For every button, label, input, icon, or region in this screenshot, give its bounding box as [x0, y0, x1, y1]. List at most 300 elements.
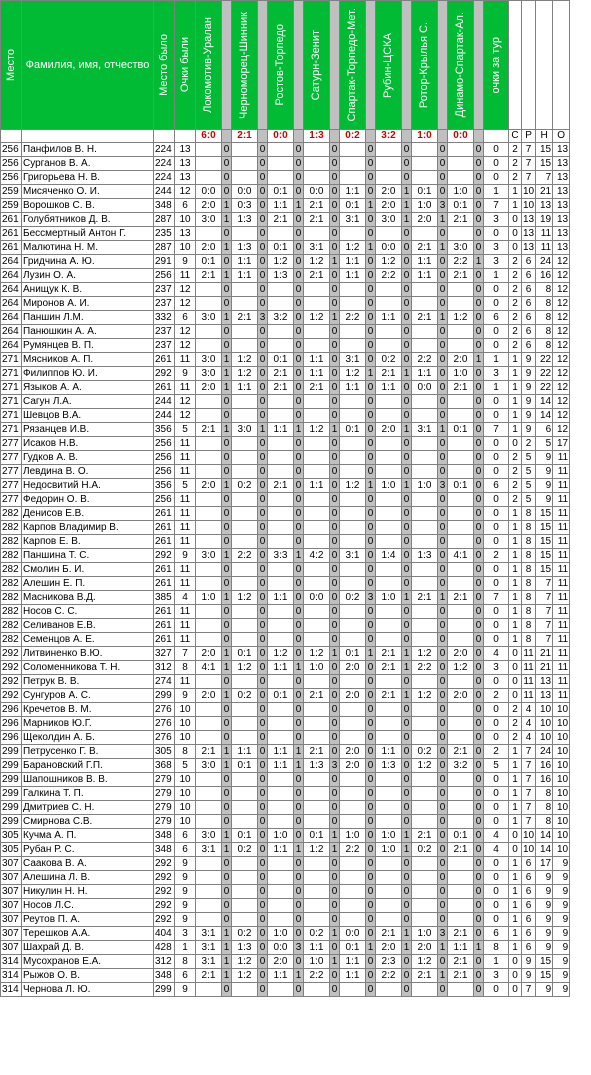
match-points-cell: 0	[330, 437, 340, 451]
name-cell: Литвиненко В.Ю.	[22, 647, 154, 661]
match-points-cell: 0	[474, 213, 484, 227]
points-before-cell: 12	[175, 325, 196, 339]
match-points-cell: 1	[222, 647, 232, 661]
match-points-cell: 0	[222, 773, 232, 787]
forecast-cell: 2:1	[376, 661, 402, 675]
forecast-cell	[376, 409, 402, 423]
forecast-cell	[448, 773, 474, 787]
match-points-cell: 0	[474, 269, 484, 283]
match-points-cell: 0	[258, 577, 268, 591]
forecast-cell	[448, 577, 474, 591]
place-before-cell: 261	[154, 535, 175, 549]
round-points-cell: 0	[484, 787, 509, 801]
header-place-before: Место было	[154, 1, 175, 130]
match-points-cell: 0	[366, 955, 376, 969]
forecast-cell	[304, 787, 330, 801]
forecast-cell: 1:1	[412, 255, 438, 269]
match-points-cell: 1	[330, 311, 340, 325]
match-points-cell: 0	[474, 563, 484, 577]
round-points-cell: 0	[484, 507, 509, 521]
match-points-cell: 0	[258, 353, 268, 367]
match-points-cell: 0	[330, 213, 340, 227]
forecast-cell	[340, 493, 366, 507]
match-points-cell: 0	[474, 703, 484, 717]
stat-cell: 1	[509, 773, 522, 787]
match-points-cell: 0	[222, 619, 232, 633]
match-points-cell: 0	[258, 185, 268, 199]
stat-cell: 21	[536, 647, 553, 661]
stat-cell: 21	[536, 661, 553, 675]
forecast-cell: 1:0	[448, 185, 474, 199]
forecast-cell	[448, 143, 474, 157]
stat-cell: 7	[522, 983, 536, 997]
forecast-cell: 3:0	[196, 311, 222, 325]
name-cell: Носов Л.С.	[22, 899, 154, 913]
table-row	[1, 899, 570, 913]
match-points-cell: 0	[222, 535, 232, 549]
match-points-cell: 0	[366, 927, 376, 941]
forecast-cell: 1:1	[268, 661, 294, 675]
stat-cell: 6	[522, 899, 536, 913]
points-before-cell: 8	[175, 745, 196, 759]
forecast-cell: 0:2	[232, 843, 258, 857]
stat-cell: 9	[553, 955, 570, 969]
match-points-cell: 0	[474, 801, 484, 815]
forecast-cell	[448, 717, 474, 731]
match-points-cell: 0	[330, 857, 340, 871]
stat-cell: 1	[509, 871, 522, 885]
match-points-cell: 0	[330, 409, 340, 423]
match-points-cell: 0	[366, 325, 376, 339]
match-points-cell: 0	[474, 759, 484, 773]
place-before-cell: 237	[154, 339, 175, 353]
forecast-cell: 3:1	[340, 213, 366, 227]
forecast-cell	[376, 815, 402, 829]
stat-cell: 0	[509, 647, 522, 661]
forecast-cell: 3:1	[196, 955, 222, 969]
forecast-cell: 1:0	[304, 955, 330, 969]
match-points-cell: 0	[294, 255, 304, 269]
forecast-cell	[304, 297, 330, 311]
match-points-cell: 0	[402, 885, 412, 899]
match-points-cell: 0	[474, 367, 484, 381]
stat-cell: 9	[553, 927, 570, 941]
name-cell: Рязанцев И.В.	[22, 423, 154, 437]
match-points-cell: 3	[330, 759, 340, 773]
name-cell: Смирнова С.В.	[22, 815, 154, 829]
forecast-cell	[340, 675, 366, 689]
stat-cell: 12	[553, 423, 570, 437]
match-points-cell: 0	[222, 703, 232, 717]
result-6: 3:2	[376, 130, 402, 143]
match-points-cell: 0	[294, 927, 304, 941]
stat-cell: 4	[522, 731, 536, 745]
match-points-cell: 0	[258, 563, 268, 577]
match-points-cell: 0	[438, 269, 448, 283]
match-points-cell: 0	[474, 423, 484, 437]
round-points-cell: 0	[484, 717, 509, 731]
name-cell: Кречетов В. М.	[22, 703, 154, 717]
round-points-cell: 7	[484, 423, 509, 437]
stat-cell: 2	[509, 731, 522, 745]
forecast-cell	[448, 325, 474, 339]
stat-cell: 15	[536, 969, 553, 983]
match-points-cell: 0	[366, 395, 376, 409]
match-points-cell: 0	[258, 157, 268, 171]
forecast-cell	[268, 339, 294, 353]
match-points-cell: 0	[330, 619, 340, 633]
place-cell: 277	[1, 451, 22, 465]
forecast-cell	[232, 815, 258, 829]
forecast-cell: 0:2	[232, 927, 258, 941]
place-before-cell: 276	[154, 717, 175, 731]
stat-cell: 8	[522, 591, 536, 605]
forecast-cell	[304, 605, 330, 619]
stat-cell: 0	[509, 829, 522, 843]
forecast-cell: 0:2	[304, 927, 330, 941]
stat-cell: 2	[522, 437, 536, 451]
place-before-cell: 261	[154, 521, 175, 535]
place-before-cell: 261	[154, 605, 175, 619]
forecast-cell: 0:0	[340, 927, 366, 941]
stat-cell: 24	[536, 745, 553, 759]
name-cell: Носов С. С.	[22, 605, 154, 619]
match-points-cell: 1	[366, 941, 376, 955]
forecast-cell	[232, 339, 258, 353]
table-row	[1, 843, 570, 857]
points-before-cell: 9	[175, 255, 196, 269]
stat-cell: 2	[509, 451, 522, 465]
forecast-cell: 1:2	[304, 647, 330, 661]
stat-cell: 6	[522, 871, 536, 885]
match-points-cell: 0	[366, 619, 376, 633]
forecast-cell	[196, 605, 222, 619]
match-points-cell: 1	[222, 311, 232, 325]
points-before-cell: 5	[175, 759, 196, 773]
place-before-cell: 256	[154, 465, 175, 479]
place-cell: 305	[1, 829, 22, 843]
stat-cell: 10	[536, 731, 553, 745]
round-points-cell: 0	[484, 563, 509, 577]
stat-cell: 12	[553, 367, 570, 381]
forecast-cell	[304, 703, 330, 717]
round-points-cell: 0	[484, 451, 509, 465]
match-points-cell: 0	[294, 283, 304, 297]
forecast-cell	[412, 857, 438, 871]
match-points-cell: 0	[402, 297, 412, 311]
forecast-cell	[376, 605, 402, 619]
match-points-cell: 0	[438, 507, 448, 521]
match-points-cell: 0	[438, 857, 448, 871]
match-points-cell: 0	[222, 899, 232, 913]
match-points-cell: 0	[366, 745, 376, 759]
forecast-cell	[304, 325, 330, 339]
place-before-cell: 237	[154, 325, 175, 339]
forecast-cell	[196, 731, 222, 745]
name-cell: Дмитриев С. Н.	[22, 801, 154, 815]
stat-cell: 1	[509, 787, 522, 801]
stat-cell: 1	[509, 591, 522, 605]
forecast-cell: 1:1	[232, 269, 258, 283]
points-before-cell: 6	[175, 843, 196, 857]
table-row	[1, 689, 570, 703]
stat-cell: 6	[522, 857, 536, 871]
match-points-cell: 0	[402, 437, 412, 451]
forecast-cell: 1:0	[268, 829, 294, 843]
stat-cell: 15	[536, 955, 553, 969]
table-row	[1, 647, 570, 661]
match-points-cell: 0	[258, 633, 268, 647]
match-points-cell: 1	[474, 941, 484, 955]
round-points-cell: 0	[484, 633, 509, 647]
stat-cell: 12	[553, 353, 570, 367]
stat-cell: 2	[509, 493, 522, 507]
forecast-cell	[304, 717, 330, 731]
match-points-cell: 0	[330, 199, 340, 213]
match-points-cell: 0	[402, 857, 412, 871]
stat-cell: 10	[553, 703, 570, 717]
match-points-cell: 0	[474, 381, 484, 395]
place-before-cell: 292	[154, 549, 175, 563]
match-points-cell: 0	[222, 731, 232, 745]
stat-cell: 11	[553, 619, 570, 633]
match-points-cell: 0	[258, 283, 268, 297]
forecast-cell	[304, 437, 330, 451]
name-cell: Сурганов В. А.	[22, 157, 154, 171]
points-before-cell: 11	[175, 493, 196, 507]
name-cell: Кучма А. П.	[22, 829, 154, 843]
stat-cell: 13	[523, 242, 535, 253]
match-points-cell: 0	[474, 451, 484, 465]
points-before-cell: 11	[175, 269, 196, 283]
match-points-cell: 0	[474, 885, 484, 899]
forecast-cell	[304, 871, 330, 885]
forecast-cell: 2:2	[412, 353, 438, 367]
forecast-cell	[376, 899, 402, 913]
match-points-cell: 0	[366, 969, 376, 983]
place-before-cell: 327	[154, 647, 175, 661]
header-match-2: Черноморец-Шинник	[232, 1, 258, 130]
round-points-cell: 0	[484, 493, 509, 507]
match-points-cell: 0	[330, 241, 340, 255]
points-before-cell: 10	[175, 773, 196, 787]
table-row	[1, 591, 570, 605]
stat-cell: 10	[553, 773, 570, 787]
match-points-cell: 0	[474, 955, 484, 969]
points-before-cell: 9	[175, 367, 196, 381]
forecast-cell	[268, 773, 294, 787]
forecast-cell: 1:1	[268, 591, 294, 605]
points-before-cell: 11	[175, 535, 196, 549]
forecast-cell	[412, 899, 438, 913]
forecast-cell	[268, 283, 294, 297]
match-points-cell: 0	[402, 395, 412, 409]
forecast-cell	[268, 521, 294, 535]
table-row	[1, 955, 570, 969]
table-row	[1, 801, 570, 815]
match-points-cell: 0	[366, 521, 376, 535]
place-cell: 282	[1, 633, 22, 647]
match-points-cell: 0	[474, 899, 484, 913]
forecast-cell	[376, 675, 402, 689]
match-points-cell: 0	[366, 423, 376, 437]
forecast-cell	[448, 395, 474, 409]
stat-cell: 15	[536, 521, 553, 535]
match-points-cell: 0	[222, 577, 232, 591]
match-points-cell: 0	[222, 283, 232, 297]
forecast-cell: 1:1	[412, 269, 438, 283]
match-points-cell: 0	[294, 577, 304, 591]
match-points-cell: 0	[402, 815, 412, 829]
match-points-cell: 0	[258, 479, 268, 493]
stat-cell: 9	[553, 857, 570, 871]
forecast-cell	[376, 801, 402, 815]
table-row	[1, 283, 570, 297]
forecast-cell	[340, 143, 366, 157]
match-points-cell: 0	[366, 773, 376, 787]
stat-cell: 0	[509, 843, 522, 857]
stat-cell: 0	[509, 213, 522, 227]
stat-cell: 7	[522, 759, 536, 773]
match-points-cell: 0	[222, 143, 232, 157]
round-points-cell: 3	[484, 367, 509, 381]
name-cell: Сунгуров А. С.	[22, 689, 154, 703]
match-points-cell: 0	[258, 745, 268, 759]
match-points-cell: 0	[402, 171, 412, 185]
name-cell: Миронов А. И.	[22, 297, 154, 311]
forecast-cell	[196, 437, 222, 451]
match-points-cell: 0	[294, 269, 304, 283]
match-points-cell: 1	[222, 423, 232, 437]
stat-cell: 11	[553, 661, 570, 675]
result-8: 0:0	[448, 130, 474, 143]
stat-cell: 7	[536, 619, 553, 633]
match-points-cell: 1	[222, 661, 232, 675]
match-points-cell: 0	[366, 157, 376, 171]
match-points-cell: 0	[438, 731, 448, 745]
stat-cell: 10	[553, 801, 570, 815]
match-points-cell: 0	[366, 171, 376, 185]
place-before-cell: 237	[154, 283, 175, 297]
stat-cell: 8	[536, 801, 553, 815]
match-points-cell: 1	[222, 829, 232, 843]
round-points-cell: 0	[484, 885, 509, 899]
forecast-cell	[196, 563, 222, 577]
forecast-cell	[376, 171, 402, 185]
match-points-cell: 0	[258, 213, 268, 227]
forecast-cell	[340, 535, 366, 549]
forecast-cell	[232, 325, 258, 339]
match-points-cell: 0	[330, 885, 340, 899]
forecast-cell: 0:1	[196, 255, 222, 269]
table-row	[1, 535, 570, 549]
stat-cell: 12	[553, 297, 570, 311]
place-cell: 282	[1, 521, 22, 535]
stat-cell: 2	[509, 325, 522, 339]
forecast-cell: 4:1	[196, 661, 222, 675]
match-points-cell: 0	[366, 913, 376, 927]
place-before-cell: 244	[154, 409, 175, 423]
forecast-cell	[412, 773, 438, 787]
forecast-cell: 0:0	[196, 185, 222, 199]
forecast-cell: 2:0	[448, 353, 474, 367]
forecast-cell: 2:1	[268, 479, 294, 493]
stat-cell: 1	[509, 507, 522, 521]
forecast-cell	[196, 717, 222, 731]
match-points-cell: 0	[402, 339, 412, 353]
forecast-cell: 2:1	[232, 311, 258, 325]
stat-cell: 14	[536, 843, 553, 857]
match-points-cell: 0	[258, 493, 268, 507]
match-points-cell: 1	[294, 661, 304, 675]
forecast-cell	[340, 717, 366, 731]
match-points-cell: 0	[402, 955, 412, 969]
stat-cell: 1	[509, 633, 522, 647]
name-cell: Голубятников Д. В.	[22, 213, 154, 227]
match-points-cell: 0	[474, 619, 484, 633]
forecast-cell: 1:1	[268, 199, 294, 213]
match-points-cell: 0	[294, 675, 304, 689]
forecast-cell: 1:2	[304, 843, 330, 857]
match-points-cell: 0	[330, 633, 340, 647]
match-points-cell: 0	[474, 283, 484, 297]
forecast-cell	[304, 507, 330, 521]
header-o: О	[553, 130, 570, 143]
match-points-cell: 0	[222, 815, 232, 829]
match-points-cell: 0	[258, 325, 268, 339]
match-points-cell: 0	[258, 241, 268, 255]
stat-cell: 6	[522, 311, 536, 325]
forecast-cell	[448, 157, 474, 171]
match-points-cell: 0	[330, 605, 340, 619]
forecast-cell: 1:2	[304, 311, 330, 325]
header-match-8: Динамо-Спартак-Ал.	[448, 1, 474, 130]
forecast-cell	[448, 493, 474, 507]
forecast-cell	[340, 395, 366, 409]
forecast-cell	[268, 171, 294, 185]
forecast-cell	[340, 409, 366, 423]
match-points-cell: 0	[294, 521, 304, 535]
forecast-cell	[304, 521, 330, 535]
forecast-cell	[448, 283, 474, 297]
match-points-cell: 0	[474, 927, 484, 941]
round-points-cell: 3	[484, 969, 509, 983]
match-points-cell: 0	[474, 521, 484, 535]
match-points-cell: 0	[474, 843, 484, 857]
forecast-cell	[232, 437, 258, 451]
forecast-cell	[448, 857, 474, 871]
forecast-cell: 0:1	[340, 199, 366, 213]
match-points-cell: 1	[366, 241, 376, 255]
forecast-cell	[376, 451, 402, 465]
match-points-cell: 0	[294, 647, 304, 661]
forecast-cell	[268, 409, 294, 423]
forecast-cell	[304, 563, 330, 577]
forecast-cell: 1:0	[376, 843, 402, 857]
match-points-cell: 0	[366, 437, 376, 451]
stat-cell: 15	[536, 507, 553, 521]
match-points-cell: 0	[294, 437, 304, 451]
points-before-cell: 11	[175, 563, 196, 577]
forecast-cell: 2:1	[412, 969, 438, 983]
match-points-cell: 0	[474, 479, 484, 493]
match-points-cell: 0	[366, 871, 376, 885]
match-points-cell: 0	[474, 297, 484, 311]
match-points-cell: 0	[330, 717, 340, 731]
match-points-cell: 0	[366, 675, 376, 689]
forecast-cell: 3:1	[340, 353, 366, 367]
forecast-cell: 1:0	[448, 367, 474, 381]
